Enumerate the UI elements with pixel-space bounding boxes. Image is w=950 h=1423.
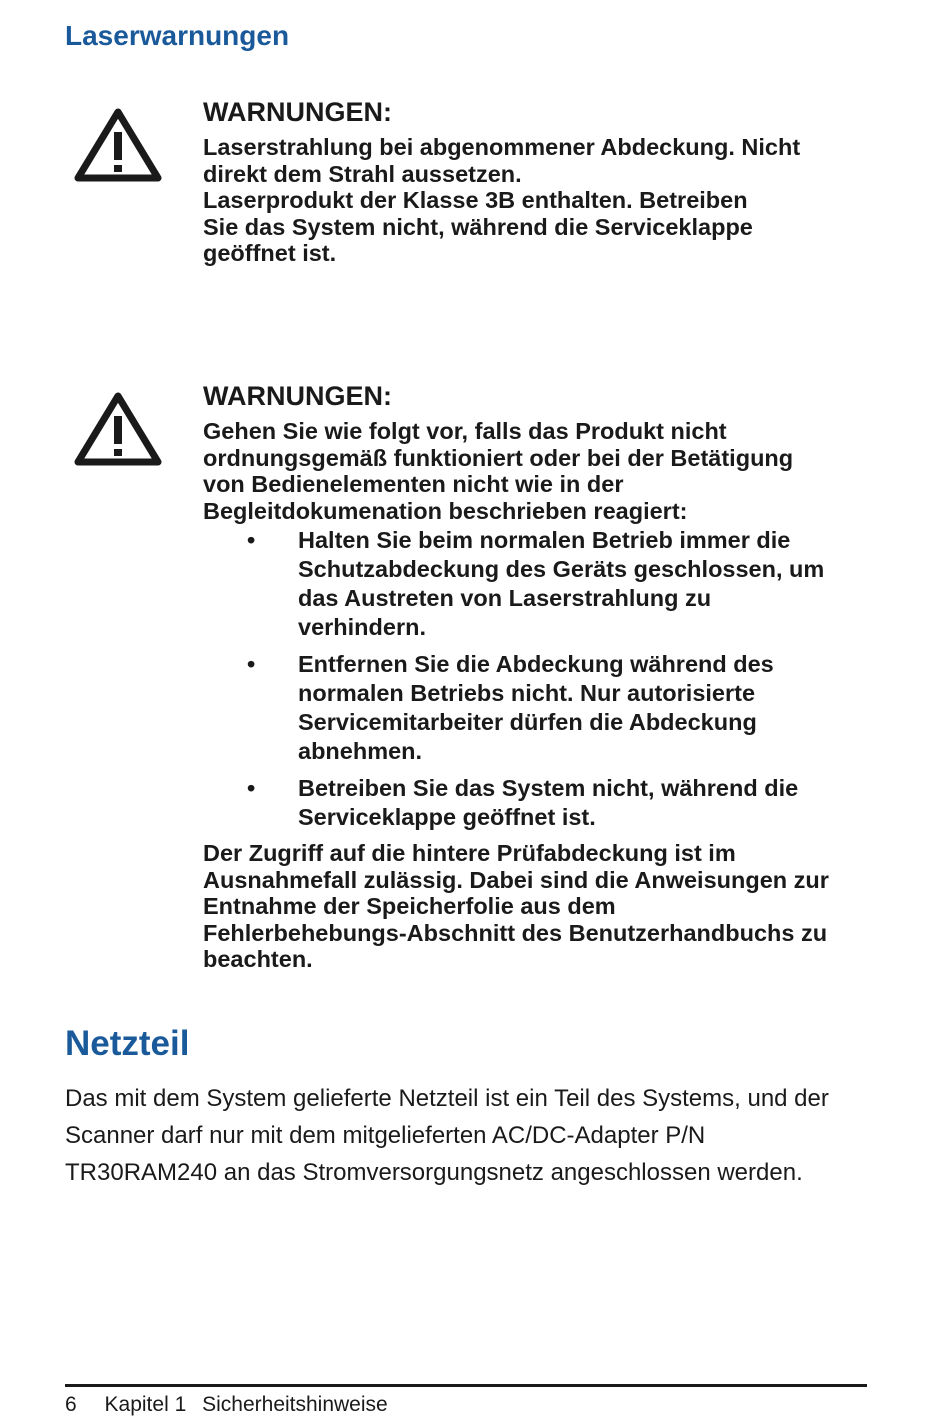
warning-text-line: Laserstrahlung bei abgenommener Abdeckung. Nicht [203,134,801,160]
list-item-line: Betreiben Sie das System nicht, während die [298,775,799,801]
warning-intro-line: Gehen Sie wie folgt vor, falls das Produkt nicht [203,418,727,444]
warning-triangle-icon [72,388,164,470]
list-item [203,650,875,766]
bullet-icon: • [247,775,256,801]
list-item-line: normalen Betriebs nicht. Nur autorisierte [298,680,756,706]
list-item-line: Halten Sie beim normalen Betrieb immer die [298,527,791,553]
chapter-label: Kapitel 1 [104,1393,187,1416]
list-item [203,774,875,832]
list-item-line: abnehmen. [298,738,423,764]
warning-footer-line: beachten. [203,946,313,972]
warning-intro-line: von Bedienelementen nicht wie in der [203,471,624,497]
warning-bullet-list [203,526,875,832]
warning-heading: WARNUNGEN: [203,97,392,127]
warning-text-line: Sie das System nicht, während die Serviceklappe [203,213,753,240]
bullet-icon: • [247,651,256,677]
netzteil-paragraph [65,1080,885,1191]
list-item-line: Schutzabdeckung des Geräts geschlossen, um [298,556,825,582]
warning-box-2 [203,380,875,973]
warning-intro-line: Begleitdokumenation beschrieben reagiert: [203,497,688,524]
list-item-line: verhindern. [298,614,426,640]
warning-text-line: Laserprodukt der Klasse 3B enthalten. Betreiben [203,187,748,213]
paragraph-line: Scanner darf nur mit dem mitgelieferten AC/DC-Adapter P/N [65,1122,706,1149]
paragraph-line: TR30RAM240 an das Stromversorgungsnetz angeschlossen werden. [65,1159,803,1186]
page-number: 6 [65,1393,77,1416]
warning-text-line: direkt dem Strahl aussetzen. [203,160,522,187]
warning-footer-line: Ausnahmefall zulässig. Dabei sind die Anweisungen zur [203,866,829,893]
list-item [203,526,875,642]
warning-footer-line: Fehlerbehebungs-Abschnitt des Benutzerhandbuchs zu [203,919,828,946]
section-title-netzteil: Netzteil [65,1024,190,1063]
warning-footer-text [203,840,875,973]
section-title-laserwarnungen: Laserwarnungen [65,20,290,51]
chapter-title: Sicherheitshinweise [202,1393,388,1416]
warning-triangle-icon [72,104,164,186]
warning-text-line: geöffnet ist. [203,240,337,266]
warning-intro-line: ordnungsgemäß funktioniert oder bei der Betätigung [203,444,794,471]
paragraph-line: Das mit dem System gelieferte Netzteil ist ein Teil des Systems, und der [65,1085,829,1112]
warning-footer-line: Der Zugriff auf die hintere Prüfabdeckung ist im [203,840,736,866]
list-item-line: das Austreten von Laserstrahlung zu [298,585,712,611]
page-footer [65,1393,410,1417]
warning-footer-line: Entnahme der Speicherfolie aus dem [203,893,616,919]
warning-box-1 [203,96,875,267]
list-item-line: Servicemitarbeiter dürfen die Abdeckung [298,709,757,735]
list-item-line: Entfernen Sie die Abdeckung während des [298,651,774,677]
footer-divider [65,1384,867,1387]
warning-heading: WARNUNGEN: [203,381,392,411]
bullet-icon: • [247,527,256,553]
list-item-line: Serviceklappe geöffnet ist. [298,804,596,830]
